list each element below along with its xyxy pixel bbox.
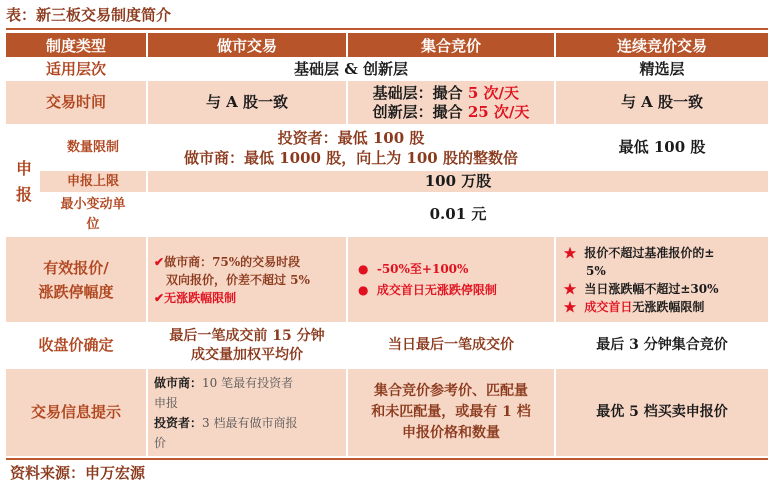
row-label-min-tick: 最小变动单 位 [60,196,126,232]
table-title: 表：新三板交易制度简介 [6,6,172,24]
declare-group-label: 申 报 [15,159,32,204]
tier-continuous: 精选层 [556,58,768,80]
red-star-icon: ★ [564,299,577,314]
quantity-mm-auction: 投资者：最低 100 股 做市商：最低 1000 股，向上为 100 股的整数倍 [148,125,554,170]
price-limit-continuous: ★ 报价不超过基准报价的± 5% ★ 当日涨跌幅不超过±30% ★ 成交首日无涨跌幅限制 [556,237,768,322]
row-label-trade-info: 交易信息提示 [6,369,146,456]
header-call-auction: 集合竞价 [348,33,554,57]
red-star-icon: ★ [564,245,577,260]
header-market-making: 做市交易 [148,33,346,57]
trade-info-continuous: 最优 5 档买卖申报价 [556,369,768,456]
check-icon: ✔ [154,290,165,305]
row-label-closing-price: 收盘价确定 [6,323,146,368]
auction-innovation-prefix: 创新层：撮合 [372,102,468,121]
red-dot-icon: ● [358,261,369,276]
tier-mm-auction: 基础层 & 创新层 [148,58,554,80]
row-label-tier: 适用层次 [6,58,146,80]
closing-market-making: 最后一笔成交前 15 分钟 成交量加权平均价 [148,323,346,368]
bottom-rule [6,458,768,460]
auction-basic-value: 5 次/天 [467,83,519,102]
source-note: 资料来源：申万宏源 [10,464,146,482]
trade-info-call-auction: 集合竞价参考价、匹配量 和未匹配量，或最有 1 档 申报价格和数量 [348,369,554,456]
trade-info-market-making: 做市商：10 笔最有投资者 申报 投资者：3 档最有做市商报 价 [148,369,346,456]
time-continuous: 与 A 股一致 [556,81,768,124]
price-limit-call-auction: ● -50%至+100% ● 成交首日无涨跌停限制 [348,237,554,322]
row-label-trading-time: 交易时间 [6,81,146,124]
auction-basic-prefix: 基础层：撮合 [372,83,468,102]
quantity-continuous: 最低 100 股 [556,125,768,170]
declare-cap-value: 100 万股 [148,171,768,192]
header-continuous-auction: 连续竞价交易 [556,33,768,57]
price-limit-market-making: ✔做市商：75%的交易时段 双向报价，价差不超过 5% ✔无涨跌幅限制 [148,237,346,322]
row-label-quantity-limit: 数量限制 [66,140,119,155]
row-label-price-limit: 有效报价/ 涨跌停幅度 [6,237,146,322]
time-call-auction [348,81,554,124]
min-tick-value: 0.01 元 [148,193,768,236]
red-star-icon: ★ [564,281,577,296]
header-system-type: 制度类型 [6,33,146,57]
auction-innovation-value: 25 次/天 [467,102,530,121]
time-market-making: 与 A 股一致 [148,81,346,124]
red-dot-icon: ● [358,282,369,297]
closing-continuous: 最后 3 分钟集合竞价 [556,323,768,368]
closing-call-auction: 当日最后一笔成交价 [348,323,554,368]
check-icon: ✔ [154,254,165,269]
top-rule [6,28,768,30]
row-label-declare-cap: 申报上限 [40,171,146,192]
